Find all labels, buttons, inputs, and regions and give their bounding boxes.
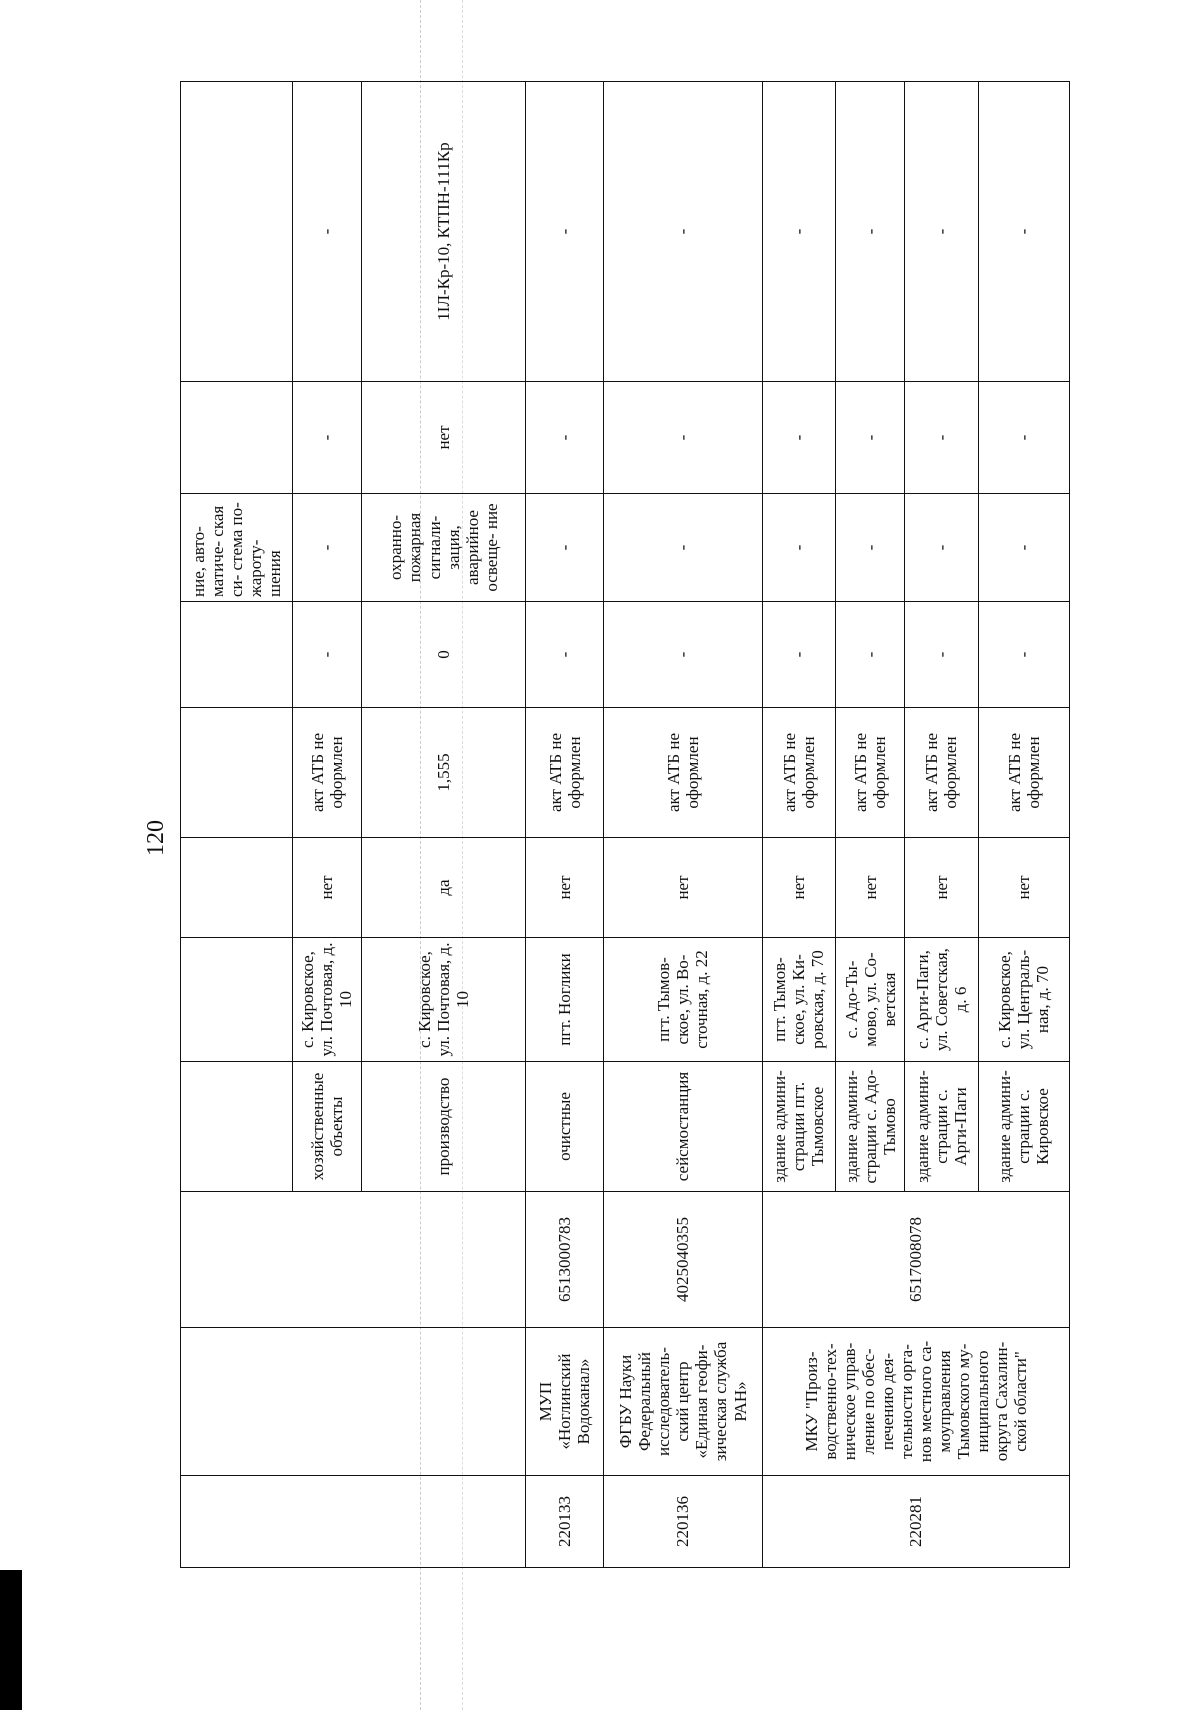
- category-cell: здание админи- страции с. Кировское: [978, 1062, 1069, 1192]
- table-row: [526, 82, 604, 1568]
- inn-cell: [181, 1192, 526, 1328]
- num-cell: -: [905, 602, 978, 708]
- category-cell: очистные: [526, 1062, 604, 1192]
- table-row: [762, 82, 835, 1568]
- inn-cell: 6517008078: [762, 1192, 1070, 1328]
- org-cell: ФГБУ Науки Федеральный исследователь- ский центр «Единая геофи- зическая служба РАН»: [604, 1328, 762, 1476]
- atb-cell: акт АТБ не оформлен: [604, 708, 762, 838]
- table-row: [181, 82, 293, 1568]
- has-cell: -: [762, 382, 835, 494]
- address-cell: пгт. Тымов- ское, ул. Во- сточная, д. 22: [604, 938, 762, 1062]
- address-cell: с. Кировское, ул. Почтовая, д. 10: [292, 938, 361, 1062]
- num-cell: [181, 602, 293, 708]
- atb-cell: акт АТБ не оформлен: [905, 708, 978, 838]
- atb-cell: 1,555: [361, 708, 526, 838]
- atb-cell: акт АТБ не оформлен: [526, 708, 604, 838]
- ref-cell: -: [978, 82, 1069, 382]
- address-cell: пгт. Ноглики: [526, 938, 604, 1062]
- address-cell: с. Кировское, ул. Почтовая, д. 10: [361, 938, 526, 1062]
- measures-cell: охранно- пожарная сигнали- зация, аварийное освеще- ние: [361, 494, 526, 602]
- category-cell: [181, 1062, 293, 1192]
- atb-cell: акт АТБ не оформлен: [835, 708, 904, 838]
- id-cell: [181, 1476, 526, 1568]
- id-cell: 220281: [762, 1476, 1070, 1568]
- flag-cell: нет: [526, 838, 604, 938]
- rotated-table-container: [180, 82, 1070, 1568]
- address-cell: с. Адо-Ты- мово, ул. Со- ветская: [835, 938, 904, 1062]
- inn-cell: 4025040355: [604, 1192, 762, 1328]
- org-cell: МУП «Ноглинский Водоканал»: [526, 1328, 604, 1476]
- ref-cell: -: [905, 82, 978, 382]
- measures-cell: -: [526, 494, 604, 602]
- has-cell: нет: [361, 382, 526, 494]
- measures-cell: -: [604, 494, 762, 602]
- ref-cell: -: [835, 82, 904, 382]
- atb-cell: акт АТБ не оформлен: [292, 708, 361, 838]
- page-number: 120: [143, 820, 169, 856]
- has-cell: [181, 382, 293, 494]
- atb-cell: акт АТБ не оформлен: [762, 708, 835, 838]
- has-cell: -: [292, 382, 361, 494]
- num-cell: -: [978, 602, 1069, 708]
- num-cell: -: [762, 602, 835, 708]
- num-cell: -: [526, 602, 604, 708]
- address-cell: пгт. Тымов- ское, ул. Ки- ровская, д. 70: [762, 938, 835, 1062]
- ref-cell: [181, 82, 293, 382]
- atb-cell: акт АТБ не оформлен: [978, 708, 1069, 838]
- atb-cell: [181, 708, 293, 838]
- category-cell: здание админи- страции с. Арги-Паги: [905, 1062, 978, 1192]
- measures-cell: -: [835, 494, 904, 602]
- has-cell: -: [604, 382, 762, 494]
- flag-cell: нет: [292, 838, 361, 938]
- scan-edge-mark: [0, 1570, 22, 1710]
- inn-cell: 6513000783: [526, 1192, 604, 1328]
- category-cell: производство: [361, 1062, 526, 1192]
- flag-cell: нет: [604, 838, 762, 938]
- measures-cell: -: [978, 494, 1069, 602]
- id-cell: 220133: [526, 1476, 604, 1568]
- ref-cell: -: [604, 82, 762, 382]
- ref-cell: -: [292, 82, 361, 382]
- table-row: [604, 82, 762, 1568]
- address-cell: [181, 938, 293, 1062]
- num-cell: 0: [361, 602, 526, 708]
- flag-cell: нет: [978, 838, 1069, 938]
- org-cell: МКУ "Произ- водственно-тех- ническое управ- ление по обес- печению дея- тельности орга- нов местного са- моуправления Тымовского му- ниципального округа Сахалин- ской области": [762, 1328, 1070, 1476]
- category-cell: здание админи- страции с. Адо-Тымово: [835, 1062, 904, 1192]
- address-cell: с. Кировское, ул. Централь- ная, д. 70: [978, 938, 1069, 1062]
- measures-cell: -: [905, 494, 978, 602]
- category-cell: здание админи- страции пгт. Тымовское: [762, 1062, 835, 1192]
- ref-cell: 1ІЛ-Кр-10, КТПН-111Кр: [361, 82, 526, 382]
- category-cell: хозяйственные объекты: [292, 1062, 361, 1192]
- measures-cell: -: [762, 494, 835, 602]
- has-cell: -: [526, 382, 604, 494]
- ref-cell: -: [762, 82, 835, 382]
- org-cell: [181, 1328, 526, 1476]
- has-cell: -: [978, 382, 1069, 494]
- num-cell: -: [604, 602, 762, 708]
- has-cell: -: [905, 382, 978, 494]
- flag-cell: нет: [905, 838, 978, 938]
- flag-cell: нет: [835, 838, 904, 938]
- flag-cell: да: [361, 838, 526, 938]
- facilities-table: [180, 81, 1070, 1568]
- ref-cell: -: [526, 82, 604, 382]
- num-cell: -: [292, 602, 361, 708]
- category-cell: сейсмостанция: [604, 1062, 762, 1192]
- has-cell: -: [835, 382, 904, 494]
- id-cell: 220136: [604, 1476, 762, 1568]
- flag-cell: [181, 838, 293, 938]
- address-cell: с. Арги-Паги, ул. Советская, д. 6: [905, 938, 978, 1062]
- measures-cell: -: [292, 494, 361, 602]
- num-cell: -: [835, 602, 904, 708]
- measures-cell: ние, авто- матиче- ская си- стема по- жароту- шения: [181, 494, 293, 602]
- flag-cell: нет: [762, 838, 835, 938]
